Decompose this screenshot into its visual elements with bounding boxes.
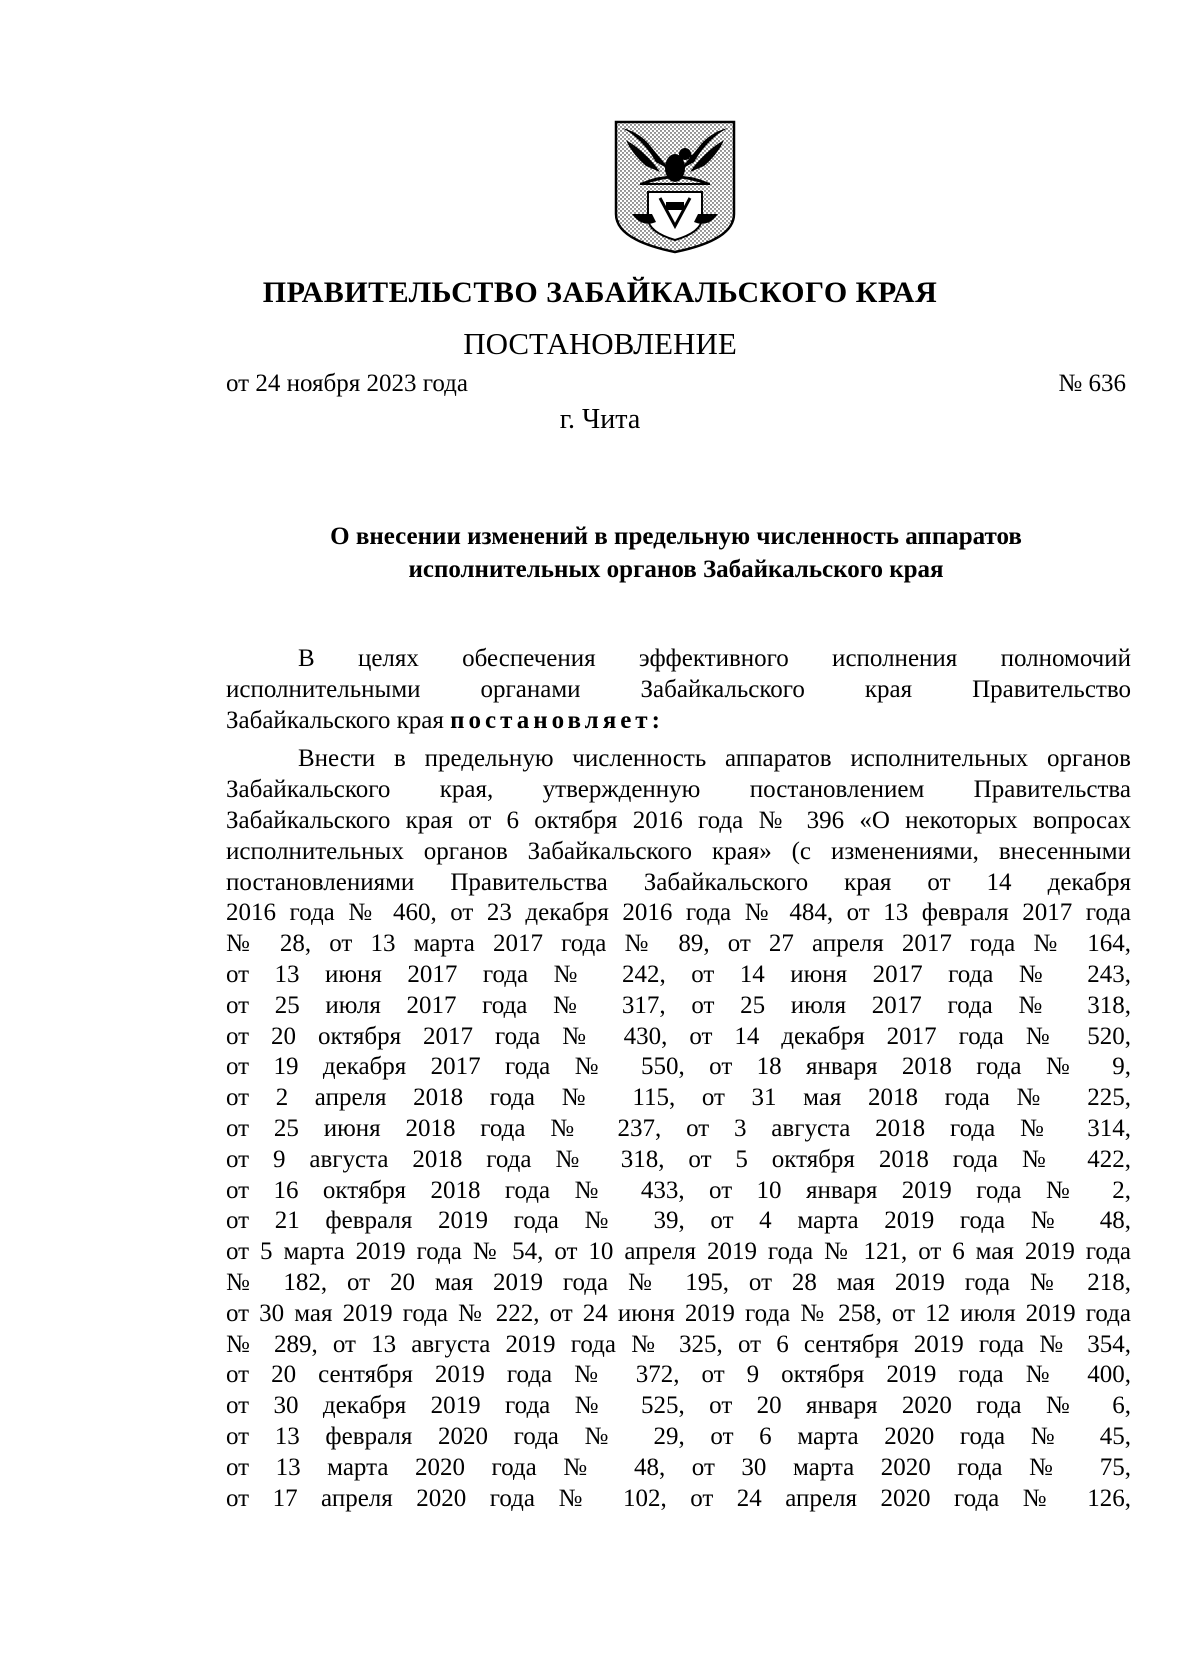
paragraph-line: от 20 сентября 2019 года № 372, от 9 октября 2019 года № 400, xyxy=(226,1361,1131,1389)
paragraph-line: постановлениями Правительства Забайкальского края от 14 декабря xyxy=(226,868,1131,896)
intro-line xyxy=(226,706,1131,737)
paragraph-line: от 17 апреля 2020 года № 102, от 24 апреля 2020 года № 126, xyxy=(226,1484,1131,1512)
paragraph-line: от 13 февраля 2020 года № 29, от 6 марта 2020 года № 45, xyxy=(226,1422,1131,1450)
paragraph-line: от 9 августа 2018 года № 318, от 5 октября 2018 года № 422, xyxy=(226,1145,1131,1173)
subject-line: О внесении изменений в предельную численность аппаратов xyxy=(330,523,1022,550)
coat-of-arms-icon xyxy=(612,118,738,256)
paragraph-line: Внести в предельную численность аппаратов исполнительных органов xyxy=(298,745,1131,773)
paragraph-line: Забайкальского края, утвержденную постановлением Правительства xyxy=(226,776,1131,804)
document-city: г. Чита xyxy=(559,404,641,435)
paragraph-gap xyxy=(226,736,1131,744)
paragraph-line: от 20 октября 2017 года № 430, от 14 декабря 2017 года № 520, xyxy=(226,1022,1131,1050)
paragraph-line: от 19 декабря 2017 года № 550, от 18 января 2018 года № 9, xyxy=(226,1053,1131,1081)
paragraph-line: Забайкальского края от 6 октября 2016 года № 396 «О некоторых вопросах xyxy=(226,806,1131,834)
paragraph-line: 2016 года № 460, от 23 декабря 2016 года № 484, от 13 февраля 2017 года xyxy=(226,899,1131,927)
subject-line: исполнительных органов Забайкальского края xyxy=(408,556,944,583)
document-body xyxy=(226,644,1131,1514)
intro-line: исполнительными органами Забайкальского края Правительство xyxy=(226,675,1131,703)
paragraph-line: от 13 марта 2020 года № 48, от 30 марта 2020 года № 75, xyxy=(226,1453,1131,1481)
paragraph-line: от 16 октября 2018 года № 433, от 10 января 2019 года № 2, xyxy=(226,1176,1131,1204)
paragraph-line: от 30 мая 2019 года № 222, от 24 июня 2019 года № 258, от 12 июля 2019 года xyxy=(226,1299,1131,1327)
paragraph-line: от 2 апреля 2018 года № 115, от 31 мая 2018 года № 225, xyxy=(226,1084,1131,1112)
intro-line: В целях обеспечения эффективного исполнения полномочий xyxy=(298,645,1131,672)
decree-word: постановляет: xyxy=(450,706,664,734)
intro-paragraph xyxy=(226,644,1131,736)
government-title: ПРАВИТЕЛЬСТВО ЗАБАЙКАЛЬСКОГО КРАЯ xyxy=(262,276,938,309)
paragraph-line: от 25 июня 2018 года № 237, от 3 августа 2018 года № 314, xyxy=(226,1114,1131,1142)
main-paragraph xyxy=(226,744,1131,1514)
document-type: ПОСТАНОВЛЕНИЕ xyxy=(463,326,737,361)
paragraph-line: № 182, от 20 мая 2019 года № 195, от 28 мая 2019 года № 218, xyxy=(226,1268,1131,1296)
document-subject xyxy=(226,520,1126,586)
intro-line-text: Забайкальского края xyxy=(226,706,444,734)
paragraph-line: № 28, от 13 марта 2017 года № 89, от 27 апреля 2017 года № 164, xyxy=(226,930,1131,958)
paragraph-line: от 13 июня 2017 года № 242, от 14 июня 2017 года № 243, xyxy=(226,960,1131,988)
paragraph-line: от 5 марта 2019 года № 54, от 10 апреля 2019 года № 121, от 6 мая 2019 года xyxy=(226,1238,1131,1266)
paragraph-line: от 30 декабря 2019 года № 525, от 20 января 2020 года № 6, xyxy=(226,1392,1131,1420)
document-number: № 636 xyxy=(1058,370,1126,397)
paragraph-line: исполнительных органов Забайкальского края» (с изменениями, внесенными xyxy=(226,837,1131,865)
document-date: от 24 ноября 2023 года xyxy=(226,370,468,397)
paragraph-line: № 289, от 13 августа 2019 года № 325, от 6 сентября 2019 года № 354, xyxy=(226,1330,1131,1358)
paragraph-line: от 25 июля 2017 года № 317, от 25 июля 2017 года № 318, xyxy=(226,991,1131,1019)
paragraph-line: от 21 февраля 2019 года № 39, от 4 марта 2019 года № 48, xyxy=(226,1207,1131,1235)
